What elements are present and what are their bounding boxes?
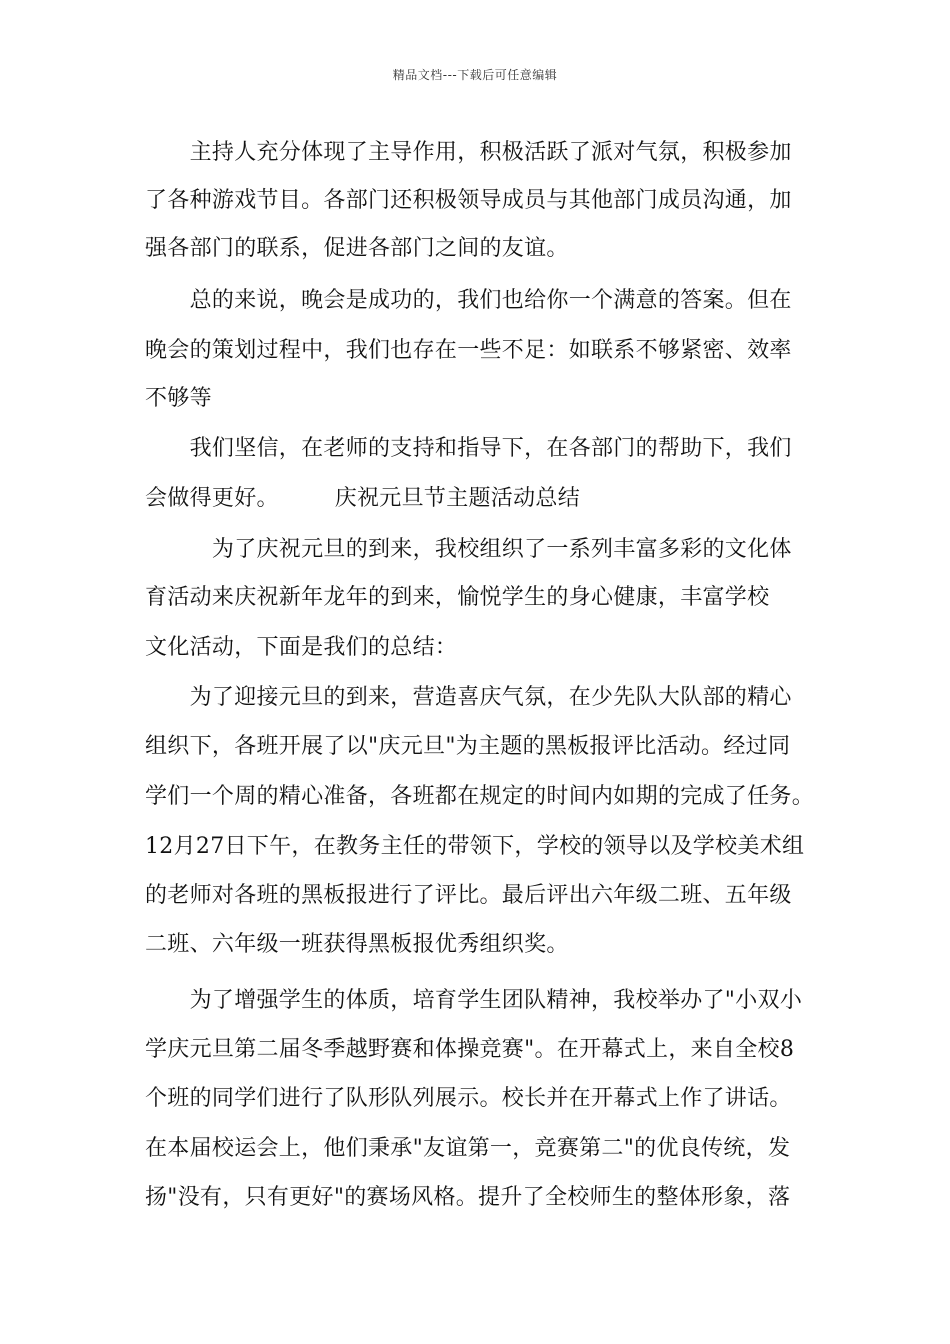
text-line: 为了庆祝元旦的到来，我校组织了一系列丰富多彩的文化体 (145, 537, 792, 562)
text-line: 强各部门的联系，促进各部门之间的友谊。 (145, 236, 569, 261)
text-line: 扬"没有，只有更好"的赛场风格。提升了全校师生的整体形象，落 (145, 1185, 791, 1210)
text-line: 组织下，各班开展了以"庆元旦"为主题的黑板报评比活动。经过同 (145, 734, 791, 759)
text-line: 文化活动，下面是我们的总结： (145, 635, 458, 660)
text-line: 晚会的策划过程中，我们也存在一些不足：如联系不够紧密、效率 (145, 338, 792, 363)
text-line: 不够等 (145, 386, 212, 411)
text-line: 总的来说，晚会是成功的，我们也给你一个满意的答案。但在 (145, 288, 792, 313)
text-line: 我们坚信，在老师的支持和指导下，在各部门的帮助下，我们 (145, 436, 792, 461)
text-line: 为了增强学生的体质，培育学生团队精神，我校举办了"小双小 (145, 988, 803, 1013)
text-line: 会做得更好。 庆祝元旦节主题活动总结 (145, 486, 581, 511)
text-line: 二班、六年级一班获得黑板报优秀组织奖。 (145, 932, 569, 957)
text-line: 在本届校运会上，他们秉承"友谊第一，竞赛第二"的优良传统，发 (145, 1136, 791, 1161)
text-line: 12月27日下午，在教务主任的带领下，学校的领导以及学校美术组 (145, 834, 805, 859)
text-line: 主持人充分体现了主导作用，积极活跃了派对气氛，积极参加 (145, 140, 792, 165)
page-header: 精品文档---下载后可任意编辑 (392, 68, 558, 82)
text-line: 为了迎接元旦的到来，营造喜庆气氛，在少先队大队部的精心 (145, 685, 792, 710)
text-line: 学们一个周的精心准备，各班都在规定的时间内如期的完成了任务。 (145, 784, 815, 809)
text-line: 了各种游戏节目。各部门还积极领导成员与其他部门成员沟通，加 (145, 188, 792, 213)
text-line: 学庆元旦第二届冬季越野赛和体操竞赛"。在开幕式上，来自全校8 (145, 1037, 795, 1062)
text-line: 育活动来庆祝新年龙年的到来，愉悦学生的身心健康，丰富学校 (145, 585, 770, 610)
text-line: 的老师对各班的黑板报进行了评比。最后评出六年级二班、五年级 (145, 883, 792, 908)
text-line: 个班的同学们进行了队形队列展示。校长并在开幕式上作了讲话。 (145, 1086, 792, 1111)
